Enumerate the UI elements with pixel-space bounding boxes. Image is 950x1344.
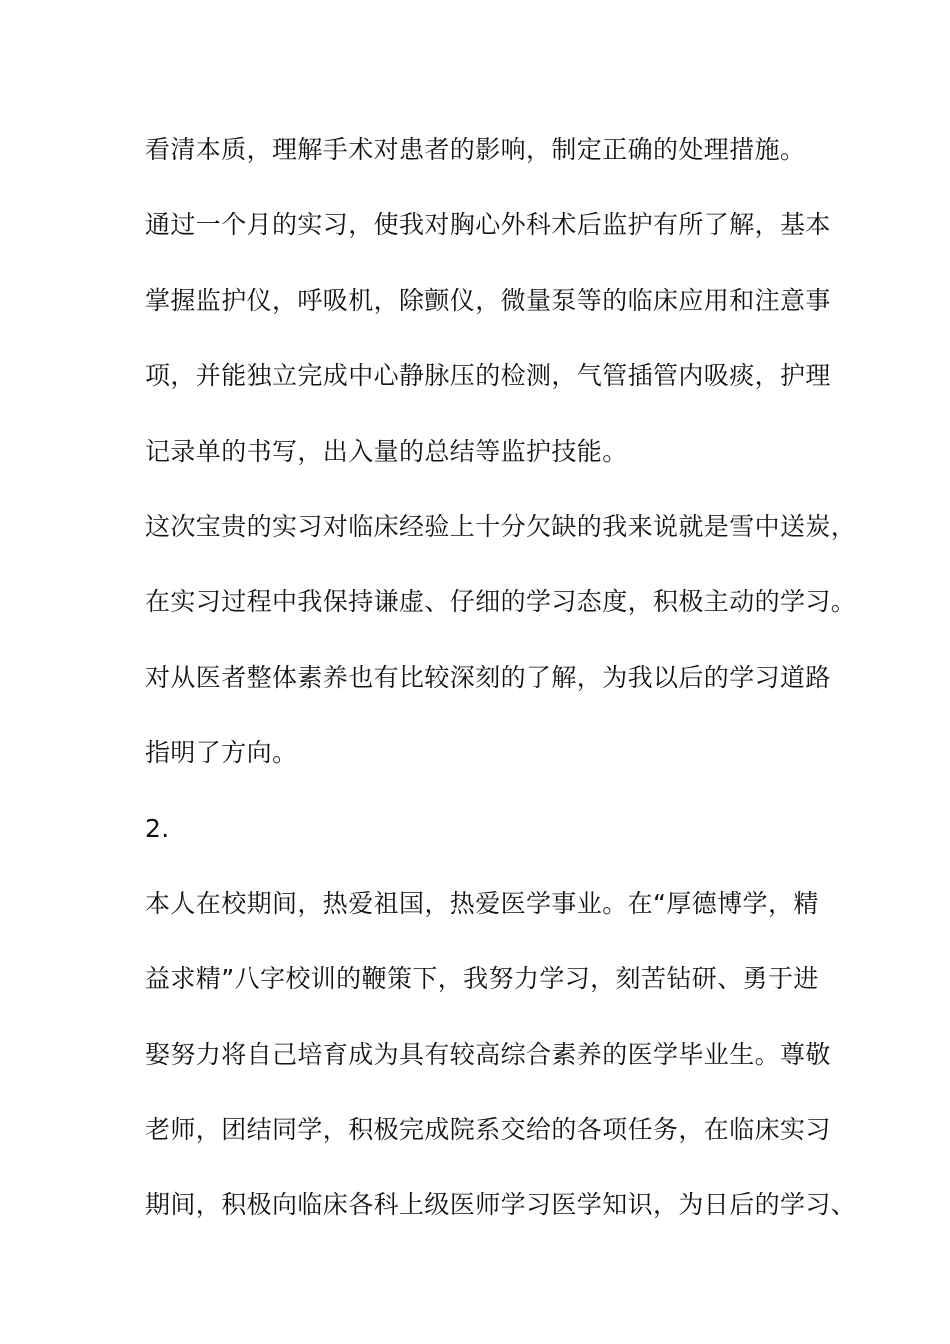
text-line: 期间，积极向临床各科上级医师学习医学知识，为日后的学习、 [145,1190,857,1219]
text-line: 记录单的书写，出入量的总结等监护技能。 [145,437,628,466]
text-line: 益求精”八字校训的鞭策下，我努力学习，刻苦钻研、勇于进 [145,964,819,993]
text-line: 这次宝贵的实习对临床经验上十分欠缺的我来说就是雪中送炭， [145,512,857,541]
text-line: 掌握监护仪，呼吸机，除颤仪，微量泵等的临床应用和注意事 [145,286,831,315]
text-line: 老师，团结同学，积极完成院系交给的各项任务，在临床实习 [145,1115,831,1144]
text-line: 对从医者整体素养也有比较深刻的了解，为我以后的学习道路 [145,663,831,692]
text-line: 在实习过程中我保持谦虚、仔细的学习态度，积极主动的学习。 [145,587,857,616]
text-line: 本人在校期间，热爱祖国，热爱医学事业。在“厚德博学，精 [145,889,819,918]
text-line: 看清本质，理解手术对患者的影响，制定正确的处理措施。 [145,135,806,164]
text-line: 指明了方向。 [145,738,298,767]
section-number: 2. [145,814,170,843]
text-line: 通过一个月的实习，使我对胸心外科术后监护有所了解，基本 [145,210,831,239]
text-line: 项，并能独立完成中心静脉压的检测，气管插管内吸痰，护理 [145,361,831,390]
text-line: 娶努力将自己培育成为具有较高综合素养的医学毕业生。尊敬 [145,1040,831,1069]
